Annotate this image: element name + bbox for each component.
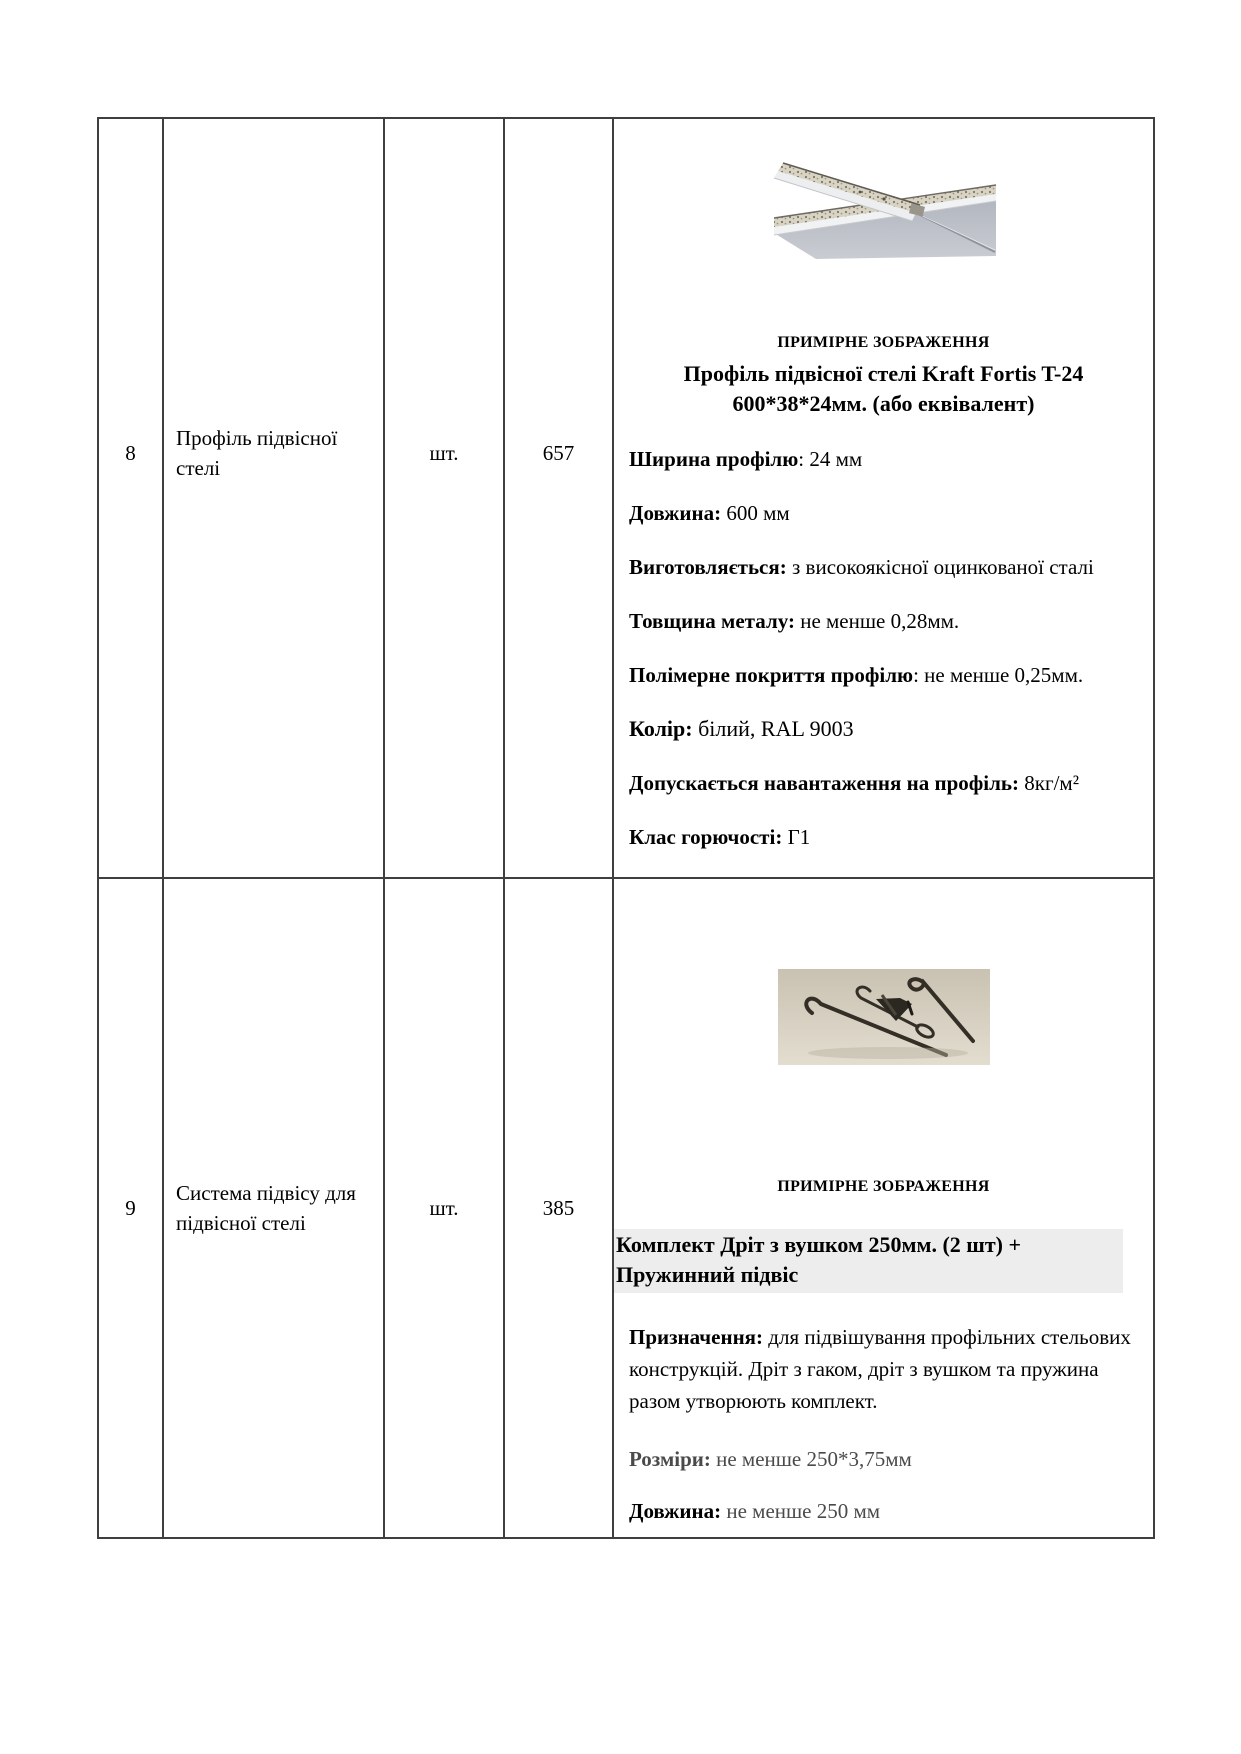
row-number-cell bbox=[98, 878, 163, 1538]
item-name: Профіль підвісної стелі bbox=[176, 426, 338, 480]
image-caption: ПРИМІРНЕ ЗОБРАЖЕННЯ bbox=[777, 334, 990, 351]
row-number: 8 bbox=[125, 440, 136, 465]
description-cell bbox=[613, 118, 1154, 878]
unit-value: шт. bbox=[429, 1195, 459, 1220]
product-title: Профіль підвісної стелі Kraft Fortis T-24 600*38*24мм. (або еквівалент) bbox=[683, 361, 1084, 416]
quantity-cell bbox=[504, 878, 613, 1538]
table-row bbox=[98, 878, 1154, 1538]
unit-cell bbox=[384, 878, 504, 1538]
hanger-kit-photo-image bbox=[778, 969, 990, 1065]
quantity-cell bbox=[504, 118, 613, 878]
description-cell bbox=[613, 878, 1154, 1538]
spec-line: Розміри: не менше 250*3,75мм bbox=[629, 1447, 912, 1471]
spec-list bbox=[614, 1321, 1153, 1525]
item-name-cell bbox=[163, 118, 384, 878]
spec-line: Полімерне покриття профілю: не менше 0,25мм. bbox=[629, 663, 1084, 687]
spec-line: Виготовляється: з високоякісної оцинкованої сталі bbox=[629, 555, 1094, 579]
table-row bbox=[98, 118, 1154, 878]
spec-line: Довжина: не менше 250 мм bbox=[629, 1499, 881, 1523]
unit-cell bbox=[384, 118, 504, 878]
image-caption: ПРИМІРНЕ ЗОБРАЖЕННЯ bbox=[777, 1178, 990, 1195]
spec-line: Товщина металу: не менше 0,28мм. bbox=[629, 609, 960, 633]
spec-line: Колір: білий, RAL 9003 bbox=[629, 716, 854, 741]
spec-line: Допускається навантаження на профіль: 8кг/м² bbox=[629, 771, 1079, 795]
spec-line: Призначення: для підвішування профільних стельових конструкцій. Дріт з гаком, дріт з вушком та пружина разом утворюють комплект. bbox=[629, 1325, 1131, 1413]
spec-line: Довжина: 600 мм bbox=[629, 501, 790, 525]
ceiling-profile-photo-image bbox=[764, 155, 1004, 277]
row-number: 9 bbox=[125, 1195, 136, 1220]
quantity-value: 657 bbox=[542, 440, 575, 465]
item-name: Система підвісу для підвісної стелі bbox=[176, 1181, 356, 1235]
kit-heading: Комплект Дріт з вушком 250мм. (2 шт) + Пружинний підвіс bbox=[614, 1229, 1123, 1293]
item-name-cell bbox=[163, 878, 384, 1538]
quantity-value: 385 bbox=[542, 1195, 575, 1220]
spec-line: Клас горючості: Г1 bbox=[629, 825, 811, 849]
spec-list bbox=[614, 445, 1153, 851]
unit-value: шт. bbox=[429, 440, 459, 465]
spec-line: Ширина профілю: 24 мм bbox=[629, 447, 863, 471]
hanger-kit-photo bbox=[614, 969, 1153, 1065]
ceiling-profile-photo bbox=[614, 155, 1153, 277]
row-number-cell bbox=[98, 118, 163, 878]
specification-table bbox=[97, 117, 1155, 1539]
